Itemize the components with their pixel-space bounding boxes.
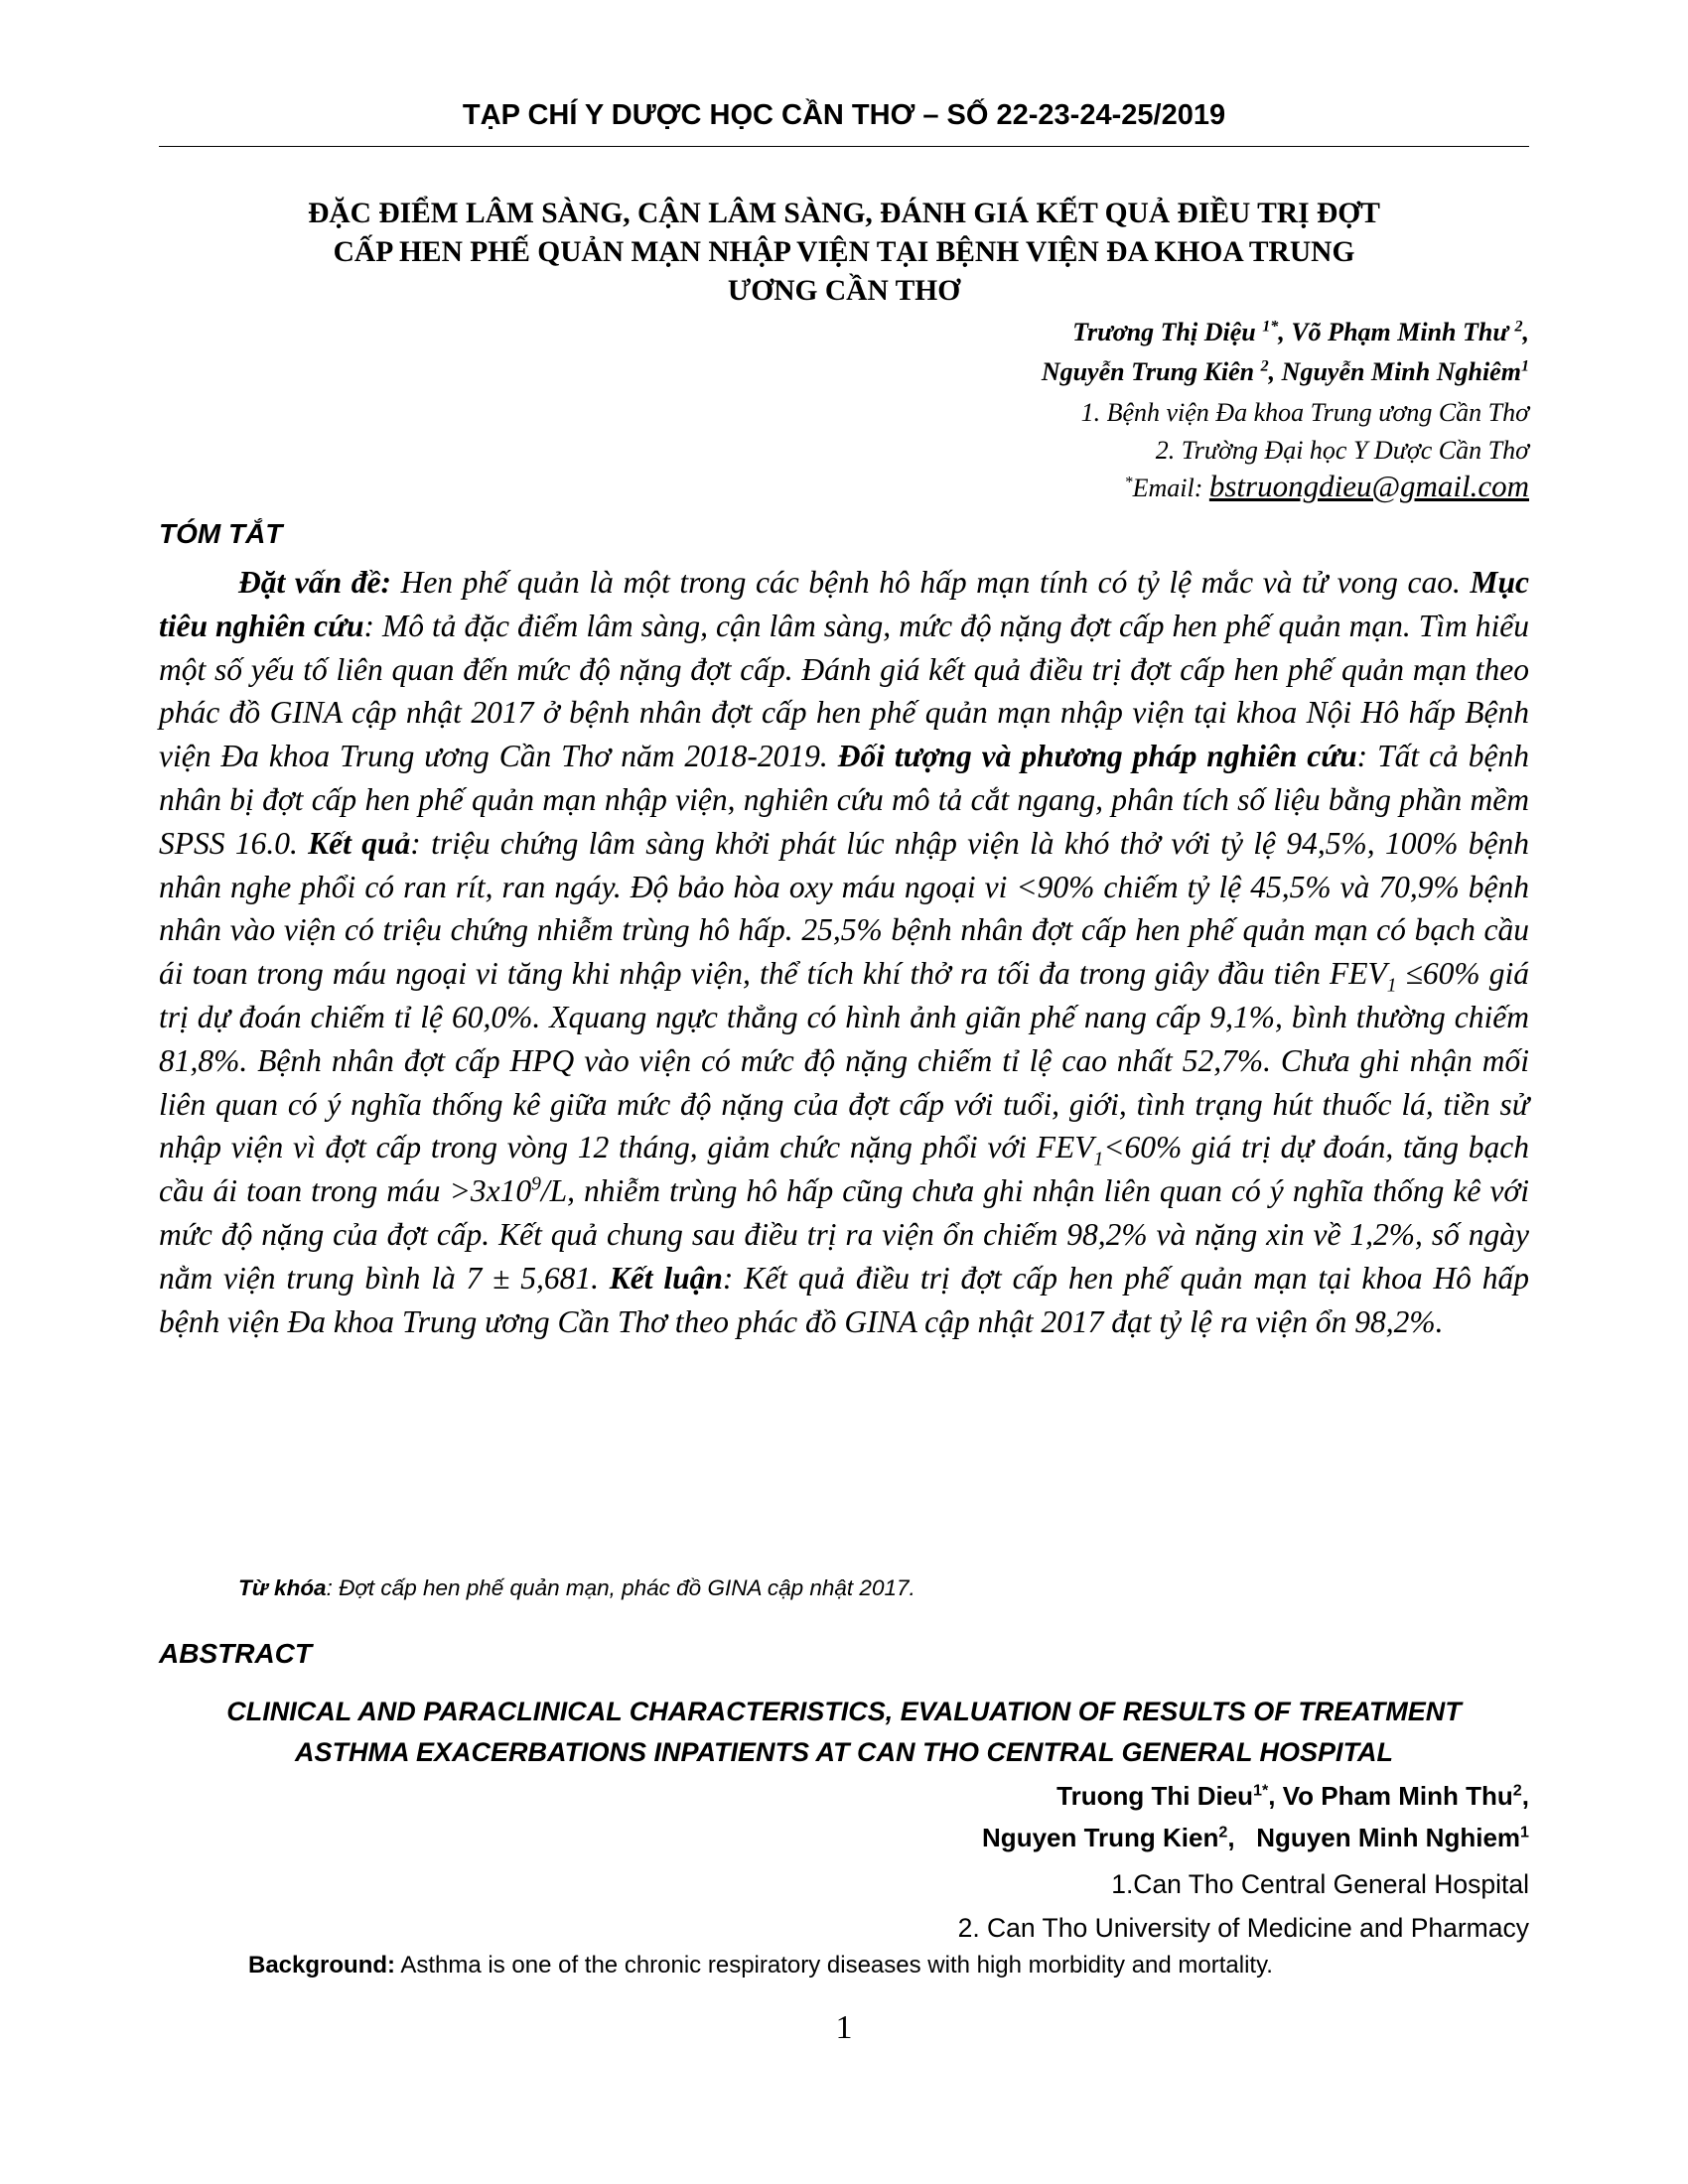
vietnamese-title [159, 195, 1529, 311]
text-results-2: ≤60% giá trị dự đoán chiếm tỉ lệ 60,0%. Xquang ngực thẳng có hình ảnh giãn phế nang cấp 9,1%, bình thường chiếm 81,8%. Bệnh nhân đợt cấp HPQ vào viện có mức độ nặng chiếm tỉ lệ cao nhất 52,7%. Chưa ghi nhận mối liên quan có ý nghĩa thống kê giữa mức độ nặng của đợt cấp với tuổi, giới, tình trạng hút thuốc lá, tiền sử nhập viện vì đợt cấp trong vòng 12 tháng, giảm chức nặng phổi với FEV [159, 956, 1529, 1165]
vietnamese-authors [159, 313, 1529, 392]
author-name: Nguyễn Trung Kiên [1041, 357, 1261, 386]
label-background: Đặt vấn đề: [238, 565, 391, 600]
vietnamese-title-line-1: ĐẶC ĐIỂM LÂM SÀNG, CẬN LÂM SÀNG, ĐÁNH GIÁ KẾT QUẢ ĐIỀU TRỊ ĐỢT [308, 198, 1380, 229]
author-mark: 2 [1218, 1823, 1228, 1842]
vietnamese-title-line-3: ƯƠNG CẦN THƠ [727, 275, 961, 307]
label-objective: Mục tiêu nghiên cứu [159, 565, 1529, 643]
author-name: Vo Pham Minh Thu [1282, 1781, 1513, 1811]
label-conclusion: Kết luận [609, 1260, 723, 1296]
author-mark: 2 [1260, 357, 1269, 375]
affiliation-1: 1. Bệnh viện Đa khoa Trung ương Cần Thơ [1080, 398, 1529, 427]
email-label: Email: [1132, 474, 1209, 502]
english-background [248, 1952, 1539, 1979]
text-conclusion: : Kết quả điều trị đợt cấp hen phế quản mạn tại khoa Hô hấp bệnh viện Đa khoa Trung ương Cần Thơ theo phác đồ GINA cập nhật 2017 đạt tỷ lệ ra viện ổn 98,2%. [159, 1260, 1530, 1339]
author-separator: , [1521, 1781, 1529, 1811]
author-name: Nguyen Trung Kien [982, 1823, 1219, 1852]
author-mark: 2 [1514, 318, 1523, 336]
english-authors [159, 1775, 1529, 1858]
text-objective: : Mô tả đặc điểm lâm sàng, cận lâm sàng, mức độ nặng đợt cấp hen phế quản mạn. Tìm hiểu một số yếu tố liên quan đến mức độ nặng đợt cấp. Đánh giá kết quả điều trị đợt cấp hen phế quản mạn theo phác đồ GINA cập nhật 2017 ở bệnh nhân đợt cấp hen phế quản mạn nhập viện tại khoa Nội Hô hấp Bệnh viện Đa khoa Trung ương Cần Thơ năm 2018-2019. [159, 608, 1530, 774]
corresponding-email [159, 467, 1529, 508]
vietnamese-title-line-2: CẤP HEN PHẾ QUẢN MẠN NHẬP VIỆN TẠI BỆNH VIỆN ĐA KHOA TRUNG [333, 236, 1355, 268]
vietnamese-abstract [159, 561, 1529, 1343]
author-name: Trương Thị Diệu [1072, 318, 1263, 346]
author-separator: , [1268, 357, 1282, 386]
fev-subscript-1: 1 [1386, 975, 1397, 997]
english-authors-line-1 [159, 1775, 1529, 1817]
summary-heading: TÓM TẮT [159, 518, 283, 549]
english-affiliation-2: 2. Can Tho University of Medicine and Pharmacy [957, 1913, 1529, 1943]
english-title-line-2: ASTHMA EXACERBATIONS INPATIENTS AT CAN THO CENTRAL GENERAL HOSPITAL [294, 1737, 1393, 1767]
vietnamese-authors-line-2 [159, 352, 1529, 392]
email-link[interactable]: bstruongdieu@gmail.com [1208, 469, 1529, 503]
affiliation-2: 2. Trường Đại học Y Dược Cần Thơ [1155, 436, 1529, 465]
author-mark: 1 [1520, 357, 1529, 375]
email-mark: * [1124, 474, 1133, 491]
label-results: Kết quả [308, 825, 411, 861]
author-mark: 1* [1262, 318, 1279, 336]
keywords-text: : Đợt cấp hen phế quản mạn, phác đồ GINA cập nhật 2017. [326, 1575, 915, 1600]
author-name: Nguyen Minh Nghiem [1256, 1823, 1521, 1852]
author-mark: 1 [1520, 1823, 1529, 1842]
keywords-label: Từ khóa [238, 1575, 327, 1600]
english-title [159, 1692, 1529, 1773]
text-methods: : Tất cả bệnh nhân bị đợt cấp hen phế quản mạn nhập viện, nghiên cứu mô tả cắt ngang, phân tích số liệu bằng phần mềm SPSS 16.0. [159, 739, 1529, 861]
author-mark: 2 [1512, 1781, 1522, 1800]
exponent: 9 [531, 1173, 541, 1195]
author-separator: , [1278, 318, 1292, 346]
text-results-4: /L, nhiễm trùng hô hấp cũng chưa ghi nhận liên quan có ý nghĩa thống kê với mức độ nặng của đợt cấp. Kết quả chung sau điều trị ra viện ổn chiếm 98,2% và nặng xin về 1,2%, số ngày nằm viện trung bình là 7 ± 5,681. [159, 1173, 1529, 1296]
text-results-1: : triệu chứng lâm sàng khởi phát lúc nhập viện là khó thở với tỷ lệ 94,5%, 100% bệnh nhân nghe phổi có ran rít, ran ngáy. Độ bảo hòa oxy máu ngoại vi <90% chiếm tỷ lệ 45,5% và 70,9% bệnh nhân vào viện có triệu chứng nhiễm trùng hô hấp. 25,5% bệnh nhân đợt cấp hen phế quản mạn có bạch cầu ái toan trong máu ngoại vi tăng khi nhập viện, thể tích khí thở ra tối đa trong giây đầu tiên FEV [159, 825, 1529, 992]
author-separator: , [1227, 1823, 1257, 1852]
page-number: 1 [835, 2009, 853, 2046]
label-methods: Đối tượng và phương pháp nghiên cứu [837, 739, 1357, 774]
vietnamese-affiliations [159, 394, 1529, 470]
vietnamese-authors-line-1 [159, 313, 1529, 352]
english-title-line-1: CLINICAL AND PARACLINICAL CHARACTERISTICS, EVALUATION OF RESULTS OF TREATMENT [226, 1697, 1462, 1726]
background-label: Background: [248, 1952, 396, 1979]
header-rule [159, 146, 1529, 147]
author-name: Truong Thi Dieu [1056, 1781, 1254, 1811]
fev-subscript-2: 1 [1093, 1149, 1104, 1170]
english-affiliations [159, 1862, 1529, 1950]
keywords [238, 1575, 1529, 1601]
journal-header: TẠP CHÍ Y DƯỢC HỌC CẦN THƠ – SỐ 22-23-24-25/2019 [462, 99, 1226, 131]
author-name: Nguyễn Minh Nghiêm [1281, 357, 1521, 386]
english-authors-line-2 [159, 1817, 1529, 1858]
english-affiliation-1: 1.Can Tho Central General Hospital [1111, 1869, 1529, 1899]
background-text: Asthma is one of the chronic respiratory diseases with high morbidity and mortality. [395, 1952, 1273, 1979]
abstract-heading: ABSTRACT [159, 1638, 312, 1669]
author-separator: , [1522, 318, 1529, 346]
paper-page [159, 0, 1529, 2184]
text-results-3: <60% giá trị dự đoán, tăng bạch cầu ái toan trong máu >3x10 [159, 1130, 1529, 1209]
text-background: Hen phế quản là một trong các bệnh hô hấp mạn tính có tỷ lệ mắc và tử vong cao. [390, 565, 1471, 600]
author-name: Võ Phạm Minh Thư [1291, 318, 1515, 346]
author-separator: , [1268, 1781, 1283, 1811]
author-mark: 1* [1253, 1781, 1269, 1800]
